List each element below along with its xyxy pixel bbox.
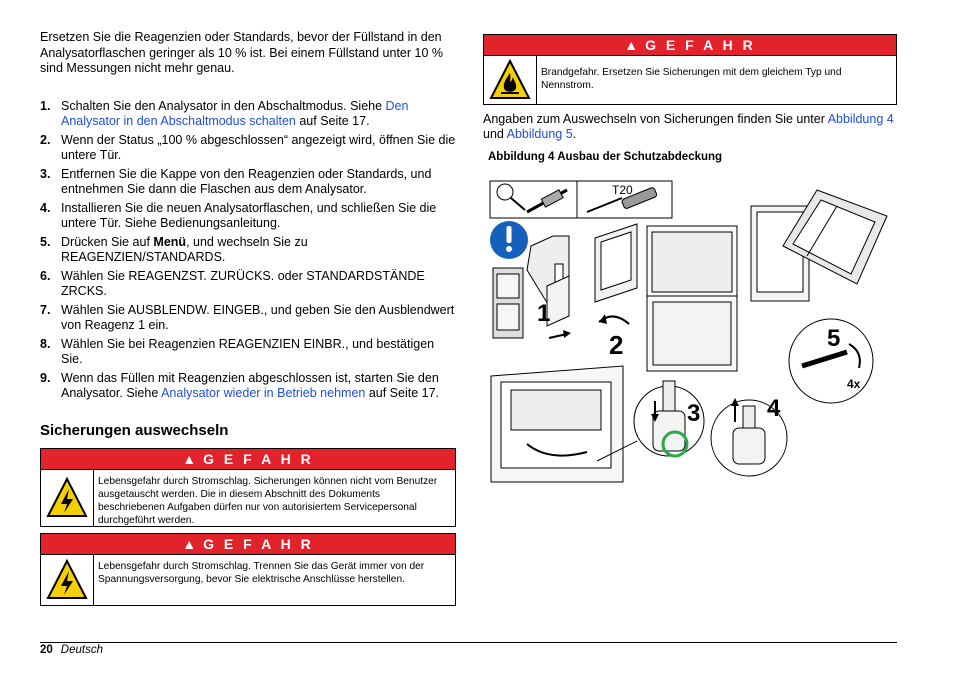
page-footer <box>40 644 103 656</box>
section-title: Sicherungen auswechseln <box>40 421 229 439</box>
danger-header: ▲ G E F A H R <box>484 35 896 56</box>
step-7: 7. Wählen Sie AUSBLENDW. EINGEB., und geben Sie den Ausblendwert von Reagenz 1 ein. <box>40 302 455 332</box>
step-number-4: 4 <box>767 395 781 422</box>
step-9: 9. Wenn das Füllen mit Reagenzien abgeschlossen ist, starten Sie den Analysator. Siehe Analysator wieder in Betrieb nehmen auf Seite 17. <box>40 370 440 400</box>
step-number-5: 5 <box>827 325 841 352</box>
warning-triangle-icon: ▲ <box>182 535 200 552</box>
right-column <box>483 34 897 163</box>
figure-caption: Abbildung 4 Ausbau der Schutzabdeckung <box>488 151 723 163</box>
enclosure-interior-drawing <box>491 366 637 482</box>
link-figure-5[interactable]: Abbildung 5 <box>506 127 573 141</box>
page-number: 20 <box>40 644 53 656</box>
danger-text: Brandgefahr. Ersetzen Sie Sicherungen mit dem gleichem Typ und Nennstrom. <box>541 67 842 91</box>
step-8: 8. Wählen Sie bei Reagenzien REAGENZIEN EINBR., und bestätigen Sie. <box>40 336 435 366</box>
step-4: 4. Installieren Sie die neuen Analysatorflaschen, und schließen Sie die untere Tür. Siehe Bedienungsanleitung. <box>40 200 437 230</box>
danger-box-fire <box>483 34 897 105</box>
fitting-step-4-drawing <box>711 395 787 476</box>
warning-triangle-icon: ▲ <box>182 450 200 467</box>
warning-triangle-icon: ▲ <box>624 37 642 53</box>
figure-4-illustration <box>487 176 897 491</box>
link-figure-4[interactable]: Abbildung 4 <box>827 112 894 126</box>
step-5: 5. Drücken Sie auf Menü, und wechseln Sie zu REAGENZIEN/STANDARDS. <box>40 234 308 264</box>
electric-shock-icon <box>41 555 94 605</box>
link-shutdown-mode[interactable]: Den Analysator in den Abschaltmodus schalten <box>61 98 409 128</box>
step-number-1: 1 <box>537 300 551 327</box>
step-3: 3. Entfernen Sie die Kappe von den Reagenzien oder Standards, und entnehmen Sie dann die Flaschen aus dem Analysator. <box>40 166 432 196</box>
fuse-reference-text: Angaben zum Auswechseln von Sicherungen finden Sie unter Abbildung 4 und Abbildung 5. <box>483 112 894 141</box>
step-2: 2. Wenn der Status „100 % abgeschlossen“ angezeigt wird, öffnen Sie die untere Tür. <box>40 132 456 162</box>
step-number-2: 2 <box>609 330 624 360</box>
footer-rule <box>40 642 897 643</box>
footer-language: Deutsch <box>60 644 103 656</box>
fire-icon <box>484 56 537 104</box>
danger-box-1 <box>40 448 456 527</box>
link-restart-analyzer[interactable]: Analysator wieder in Betrieb nehmen <box>161 386 366 400</box>
notice-icon <box>490 221 528 259</box>
quantity-label: 4x <box>847 377 861 391</box>
analyzer-drawing <box>595 224 737 371</box>
danger-text: Lebensgefahr durch Stromschlag. Trennen Sie das Gerät immer von der Spannungsversorgung, bevor Sie elektrische Anschlüsse herstellen. <box>98 560 425 585</box>
cover-removal-drawing <box>751 190 887 403</box>
procedure-steps <box>40 99 456 402</box>
step-6: 6. Wählen Sie REAGENZST. ZURÜCKS. oder STANDARDSTÄNDE ZRCKS. <box>40 268 425 298</box>
intro-paragraph: Ersetzen Sie die Reagenzien oder Standards, bevor der Füllstand in den Analysatorflaschen geringer als 10 % ist. Bei einem Füllstand unter 10 % sind Messungen nicht mehr genau. <box>40 30 443 75</box>
danger-text: Lebensgefahr durch Stromschlag. Sicherungen können nicht vom Benutzer ausgetauscht werden. Die in diesem Abschnitt des Dokuments beschriebenen Aufgaben dürfen nur von autorisiertem Servicepersonal durchgeführt werden. <box>98 475 438 526</box>
tool-label-t20: T20 <box>612 183 633 197</box>
fitting-step-3-drawing <box>634 381 704 456</box>
danger-box-2 <box>40 533 456 606</box>
step-1: 1. Schalten Sie den Analysator in den Abschaltmodus. Siehe Den Analysator in den Abschaltmodus schalten auf Seite 17. <box>40 98 409 128</box>
danger-header: ▲ G E F A H R <box>41 534 455 555</box>
electric-shock-icon <box>41 470 94 526</box>
left-column <box>40 30 456 612</box>
danger-header: ▲ G E F A H R <box>41 449 455 470</box>
tools-panel <box>490 181 672 218</box>
step-number-3: 3 <box>687 400 701 427</box>
